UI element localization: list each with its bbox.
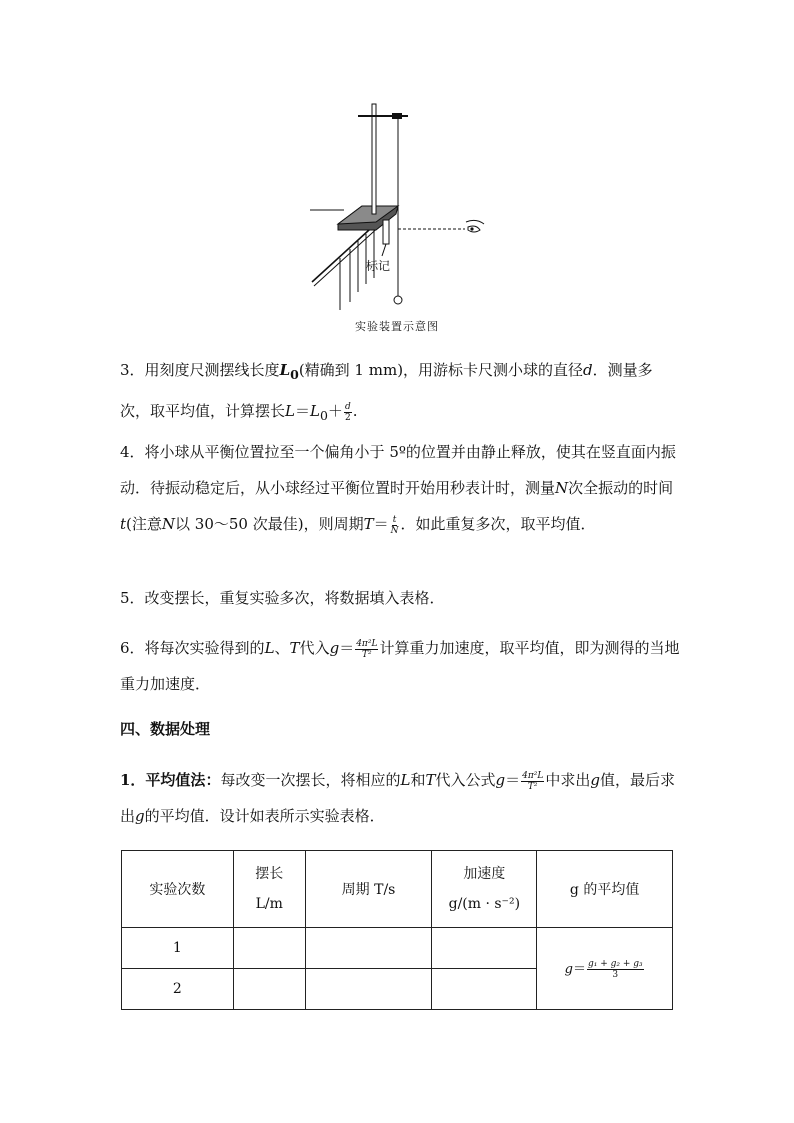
step-4-number: 4． xyxy=(120,443,145,461)
step-3-number: 3． xyxy=(120,361,145,379)
eye-icon xyxy=(466,220,484,232)
step-5-number: 5． xyxy=(120,589,145,607)
avg-formula-cell xyxy=(537,928,673,1010)
header-period: 周期 T/s xyxy=(305,851,432,928)
mark-label: 标记 xyxy=(366,259,391,273)
symbol-L: L xyxy=(264,639,275,657)
cell-accel xyxy=(432,969,537,1010)
step-4-text-3: (注意 xyxy=(126,515,162,533)
step-3: 3．用刻度尺测摆线长度$L_0$(精确到 1 mm)，用游标卡尺测小球的直径d．测量多次，取平均值，计算摆长$L=L_0+$ $\frac{d}{2}$ . xyxy=(120,361,653,423)
header-avg: g 的平均值 xyxy=(537,851,673,928)
symbol-T-m: T xyxy=(425,771,436,789)
cell-period xyxy=(305,928,432,969)
step-4-text-4: 以 30～50 次最佳)，则周期 xyxy=(175,515,364,533)
symbol-d: d xyxy=(583,361,593,379)
cell-period xyxy=(305,969,432,1010)
row-count: 1 xyxy=(122,928,234,969)
period-formula: T＝ $\frac{t}{N}$ xyxy=(363,514,399,536)
figure-caption: 实验装置示意图 xyxy=(355,320,439,333)
method-1-text-6: 的平均值．设计如表所示实验表格． xyxy=(144,807,385,825)
header-length: 摆长 L/m xyxy=(233,851,305,928)
method-1-text-1: 每改变一次摆长，将相应的 xyxy=(220,771,401,789)
stand-rod xyxy=(372,104,376,214)
step-6-text-4: 计算重力加速度，取平均值，即为测得的当地重力加速度． xyxy=(120,639,680,693)
pendulum-apparatus-figure xyxy=(300,96,500,316)
symbol-L0: $L_0$ xyxy=(279,361,299,382)
clamp xyxy=(383,220,389,244)
step-4 xyxy=(120,434,680,542)
step-6: 6．将每次实验得到的L、T代入g＝ $\frac{\text{4π²L}}{\text{T²}}$ 计算重力加速度，取平均值，即为测得的当地重力加速度． xyxy=(120,638,680,693)
symbol-N-2: N xyxy=(161,515,176,533)
mark-pointer xyxy=(382,244,386,256)
header-accel: 加速度 g/(m · s⁻²) xyxy=(432,851,537,928)
step-4-text-1: 将小球从平衡位置拉至一个偏角小于 5º的位置并由静止释放，使其在竖直面内振动．待振动稳定后，从小球经过平衡位置时开始用秒表计时，测量 xyxy=(120,443,676,497)
step-3-text-3: ．测量多次，取平均值，计算摆长 xyxy=(120,361,653,420)
symbol-g: g xyxy=(590,771,600,789)
step-4-text-5: ．如此重复多次，取平均值． xyxy=(400,515,596,533)
step-6-number: 6． xyxy=(120,639,145,657)
cell-length xyxy=(233,969,305,1010)
method-1-text-5: 值，最后求出 xyxy=(120,771,675,825)
symbol-t: t xyxy=(120,515,127,533)
step-4-text-2: 次全振动的时间 xyxy=(568,479,674,497)
step-3-text-1: 用刻度尺测摆线长度 xyxy=(144,361,280,379)
step-6-text-1: 将每次实验得到的 xyxy=(144,639,265,657)
gravity-formula-m: g＝ $\frac{\text{4π²L}}{\text{T²}}$ xyxy=(495,770,544,792)
table-rail-bottom xyxy=(314,224,382,286)
section-heading: 四、数据处理 xyxy=(120,720,211,738)
method-1-text-4: 中求出 xyxy=(545,771,591,789)
step-5 xyxy=(120,580,680,616)
length-formula: $L=L_0+$ $\frac{d}{2}$ xyxy=(285,401,351,423)
method-1: 1．平均值法：每改变一次摆长，将相应的L和T代入公式g＝ $\frac{\text{4π²L}}{\text{T²}}$ 中求出g值，最后求出g的平均值．设计如表所示实验表格． xyxy=(120,770,675,825)
symbol-N: N xyxy=(555,479,569,497)
step-3-text-2: (精确到 1 mm)，用游标卡尺测小球的直径 xyxy=(298,361,584,379)
row-count: 2 xyxy=(122,969,234,1010)
cell-accel xyxy=(432,928,537,969)
method-1-text-3: 代入公式 xyxy=(435,771,496,789)
symbol-g-2: g xyxy=(135,807,145,825)
step-6-text-3: 代入 xyxy=(299,639,330,657)
gravity-formula: g＝ $\frac{\text{4π²L}}{\text{T²}}$ xyxy=(329,638,378,660)
symbol-L-m: L xyxy=(400,771,411,789)
experiment-table xyxy=(121,850,673,1010)
method-1-title: 1．平均值法： xyxy=(120,771,221,789)
header-count: 实验次数 xyxy=(122,851,234,928)
crossbar-clamp xyxy=(392,113,402,119)
avg-formula: g＝ $\frac{\text{g₁ + g₂ + g₃}}{3}$ xyxy=(564,958,643,980)
cell-length xyxy=(233,928,305,969)
table-row xyxy=(122,928,673,969)
pendulum-bob xyxy=(394,296,402,304)
symbol-T: T xyxy=(289,639,300,657)
step-5-text: 改变摆长，重复实验多次，将数据填入表格． xyxy=(144,589,445,607)
table-header-row xyxy=(122,851,673,928)
